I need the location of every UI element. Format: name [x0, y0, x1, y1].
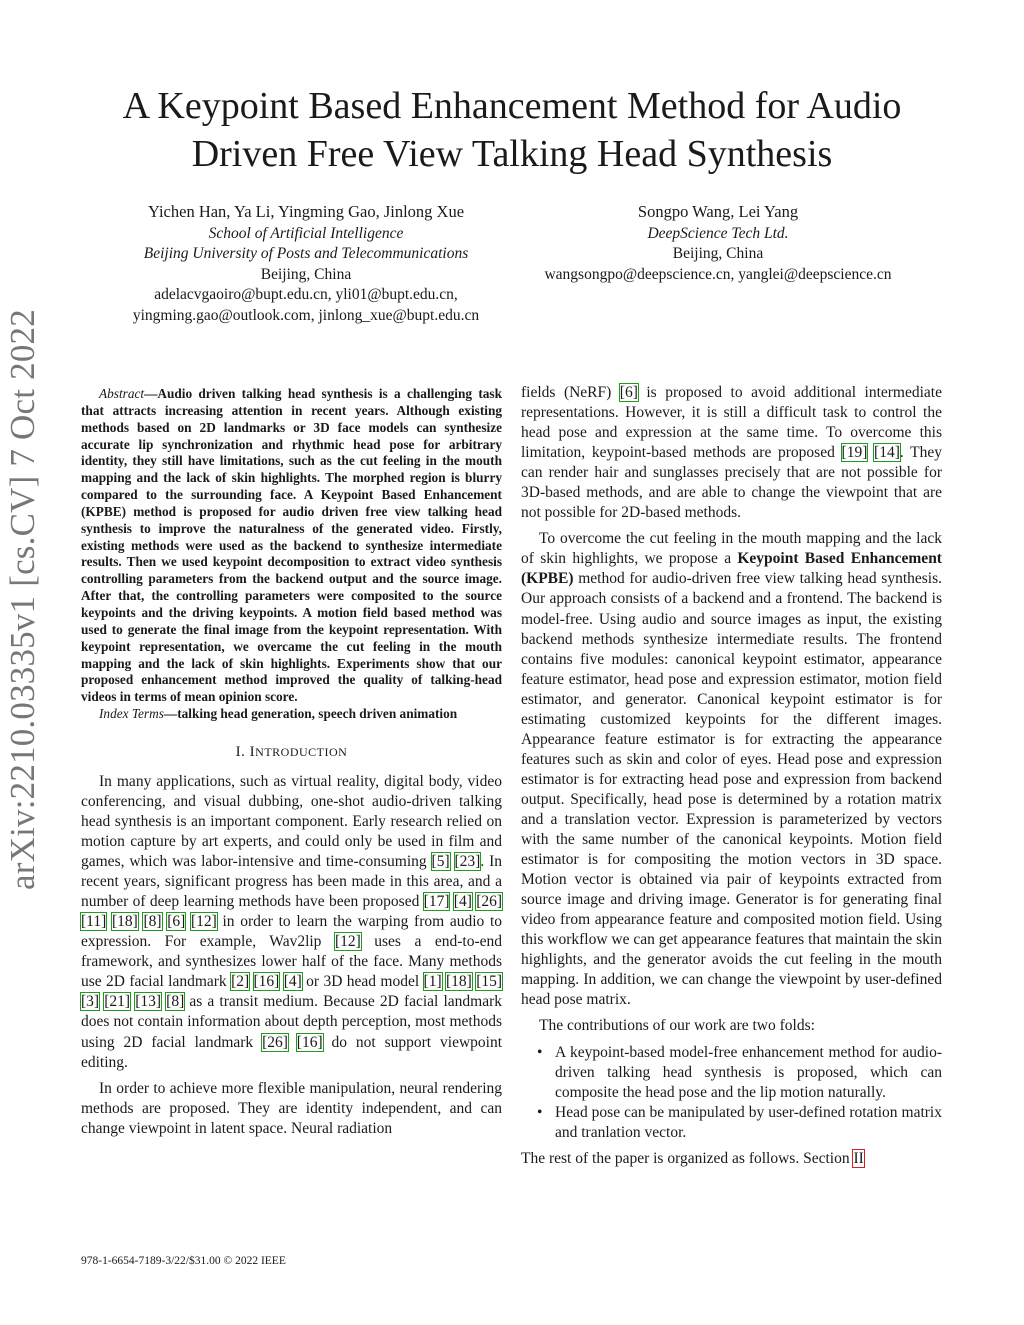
- index-terms-label: Index Terms: [99, 706, 164, 722]
- contribution-bullet-2: • Head pose can be manipulated by user-defined rotation matrix and tranlation vector.: [555, 1103, 942, 1143]
- citation-link[interactable]: [21]: [104, 993, 131, 1011]
- text-run: . In recent years, significant progress has been made in this area, and a number of deep learning methods have been proposed: [81, 853, 502, 911]
- citation-link[interactable]: [5]: [431, 853, 450, 871]
- right-paragraph-3: The contributions of our work are two folds:: [539, 1017, 815, 1035]
- author-city-right: Beijing, China: [672, 245, 764, 262]
- paper-title-line-1: A Keypoint Based Enhancement Method for Audio: [122, 85, 902, 127]
- text-run: as a transit medium. Because 2D facial landmark does not contain information about depth perception, most methods using 2D facial landmark: [81, 993, 503, 1051]
- text-run: fields (NeRF): [521, 384, 620, 401]
- section-heading-introduction: [81, 742, 502, 762]
- arxiv-stamp: arXiv:2210.03335v1 [cs.CV] 7 Oct 2022: [3, 309, 42, 890]
- citation-link[interactable]: [16]: [296, 1033, 323, 1051]
- citation-link[interactable]: [4]: [283, 973, 302, 991]
- author-city-left: Beijing, China: [260, 265, 352, 283]
- citation-link[interactable]: [18]: [445, 973, 472, 991]
- contribution-bullet-1: • A keypoint-based model-free enhancement method for audio-driven talking head synthesis is proposed, which can composite the head pose and the lip motion naturally.: [555, 1043, 942, 1103]
- citation-link[interactable]: [26]: [262, 1033, 288, 1051]
- paper-title-line-2: Driven Free View Talking Head Synthesis: [191, 133, 833, 175]
- paper-title: [40, 82, 984, 178]
- author-univ: Beijing University of Posts and Telecommunications: [143, 245, 469, 262]
- citation-link[interactable]: [14]: [874, 444, 900, 462]
- citation-link[interactable]: [13]: [135, 993, 162, 1011]
- author-email-line-1: adelacvgaoiro@bupt.edu.cn, yli01@bupt.edu.cn,: [154, 286, 458, 303]
- citation-link[interactable]: [1]: [423, 973, 442, 991]
- text-run: method for audio-driven free view talking head synthesis. Our approach consists of a backend and a frontend. The backend is model-free. Using audio and source images as input, the existing backend methods synthesize intermediate results. The frontend contains five modules: canonical keypoint estimator, appearance feature estimator, head pose and expression estimator, motion field estimator, and generator. Canonical keypoint estimator is for estimating customized keypoints for the different images. Appearance feature estimator is for extracting the appearance features such as skin and color of eyes. Head pose and expression estimator is for extracting head pose and expression from backend output. Specifically, head pose is determined by a rotation matrix and a translation vector. Expression is parameterized by vectors with the same number of the canonical keypoints. Motion field estimator is for compositing the motion vectors in 3D space. Motion vector is obtained via pair of keypoints extracted from source image and driving image. Generator is for generating final video from appearance feature and composited motion field. Using this workflow we can get appearance features that maintain the skin highlights, and the generator avoids the cut feeling in the mouth mapping. In addition, we can change the viewpoint by user-defined head pose matrix.: [521, 570, 942, 1009]
- author-names-right: Songpo Wang, Lei Yang: [637, 202, 799, 221]
- author-email-right: wangsongpo@deepscience.cn, yanglei@deepscience.cn: [544, 265, 892, 283]
- text-run: In many applications, such as virtual reality, digital body, video conferencing, and visual dubbing, one-shot audio-driven talking head synthesis is an important component. Early research relied on motion capture by art experts, and could only be used in film and games, which was labor-intensive and time-consuming: [81, 772, 502, 871]
- author-email-line-2: yingming.gao@outlook.com, jinlong_xue@bupt.edu.cn: [132, 306, 480, 324]
- citation-link[interactable]: [26]: [476, 893, 503, 911]
- citation-link[interactable]: [19]: [841, 444, 868, 462]
- citation-link[interactable]: [2]: [231, 973, 250, 991]
- author-names-left: Yichen Han, Ya Li, Yingming Gao, Jinlong Xue: [147, 202, 465, 221]
- abstract-label: Abstract: [99, 386, 145, 401]
- citation-link[interactable]: [11]: [81, 913, 107, 931]
- text-run: do not support viewpoint editing.: [81, 1033, 503, 1071]
- text-run: . They can render hair and sunglasses precisely that are not possible for 3D-based methods, and are able to change the viewpoint that are not possible for 2D-based methods.: [521, 444, 942, 522]
- copyright-footer: 978-1-6654-7189-3/22/$31.00 © 2022 IEEE: [81, 1255, 286, 1267]
- section-number: I.: [235, 743, 246, 760]
- citation-link[interactable]: [6]: [167, 913, 186, 931]
- abstract: [81, 386, 502, 706]
- intro-paragraph-1: [81, 772, 502, 1073]
- citation-link[interactable]: [4]: [453, 893, 472, 911]
- section-heading-cap: I: [249, 743, 256, 760]
- citation-link[interactable]: [8]: [143, 913, 162, 931]
- text-run: The rest of the paper is organized as follows. Section: [521, 1149, 854, 1167]
- abstract-text: —Audio driven talking head synthesis is a challenging task that attracts increasing attention in recent years. Although existing methods based on 2D landmarks or 3D face models can synthesize accurate lip synchronization and rhythmic head pose for arbitrary identity, they still have limitations, such as the cut feeling in the mouth mapping and the lack of skin highlights. The morphed region is blurry compared to the surrounding face. A Keypoint Based Enhancement (KPBE) method is proposed for audio driven free view talking head synthesis to improve the naturalness of the generated video. Firstly, existing methods were used as the backend to synthesize intermediate results. Then we used keypoint decomposition to extract video synthesis controlling parameters from the backend output and the source image. After that, the controlling parameters were composited to the source keypoints and the driving keypoints. A motion field based method was used to generate the final image from the keypoint representation. With keypoint representation, we overcame the cut feeling in the mouth mapping and the lack of skin highlights. Experiments show that our proposed enhancement method improved the quality of talking-head videos in terms of mean opinion score.: [81, 386, 502, 705]
- citation-link[interactable]: [17]: [423, 893, 450, 911]
- author-block-left: [100, 202, 512, 326]
- citation-link[interactable]: [12]: [334, 933, 361, 951]
- citation-link[interactable]: [15]: [476, 973, 503, 991]
- citation-link[interactable]: [3]: [81, 993, 100, 1011]
- citation-link[interactable]: [23]: [454, 853, 481, 871]
- author-block-right: [512, 202, 924, 285]
- citation-link[interactable]: [18]: [111, 913, 138, 931]
- citation-link[interactable]: [16]: [253, 973, 280, 991]
- left-column: [81, 383, 502, 1139]
- author-org: DeepScience Tech Ltd.: [647, 224, 789, 242]
- text-run: uses a end-to-end framework, and synthesizes lower half of the face. Many methods use 2D facial landmark: [81, 933, 502, 991]
- intro-paragraph-2: In order to achieve more flexible manipulation, neural rendering methods are proposed. They are identity independent, and can change viewpoint in latent space. Neural radiation: [81, 1079, 502, 1137]
- kpbe-bold: Keypoint Based Enhancement (KPBE): [521, 550, 942, 588]
- text-run: is proposed to avoid additional intermediate representations. However, it is still a difficult task to control the head pose and expression at the same time. To overcome this limitation, keypoint-based methods are proposed: [521, 384, 942, 462]
- right-paragraph-1: [521, 383, 942, 523]
- citation-link[interactable]: [8]: [166, 993, 185, 1011]
- right-paragraph-2: [521, 529, 942, 1010]
- right-paragraph-4: [521, 1149, 942, 1169]
- section-link[interactable]: II: [853, 1149, 864, 1167]
- citation-link[interactable]: [12]: [190, 913, 217, 931]
- index-terms-text: —talking head generation, speech driven animation: [163, 706, 458, 722]
- contributions-list: [521, 1043, 942, 1143]
- author-dept: School of Artificial Intelligence: [208, 224, 404, 242]
- text-run: To overcome the cut feeling in the mouth mapping and the lack of skin highlights, we propose a: [521, 530, 942, 568]
- text-run: in order to learn the warping from audio to expression. For example, Wav2lip: [81, 913, 503, 951]
- citation-link[interactable]: [6]: [619, 384, 638, 401]
- text-run: or 3D head model: [301, 973, 424, 991]
- section-heading-rest: NTRODUCTION: [255, 744, 348, 759]
- index-terms: [81, 706, 502, 723]
- right-column: [521, 383, 942, 1169]
